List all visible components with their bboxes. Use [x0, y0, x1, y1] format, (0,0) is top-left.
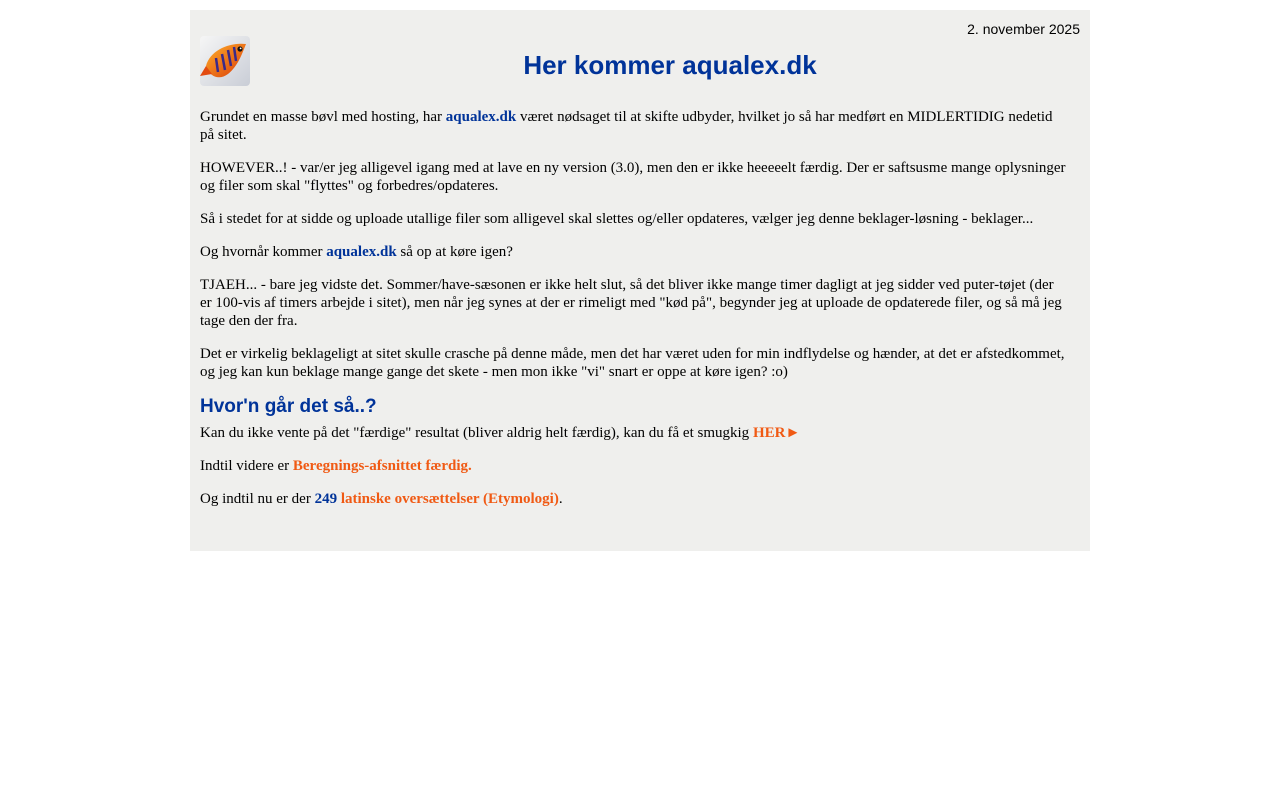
- section-heading: Hvor'n går det så..?: [200, 396, 377, 417]
- paragraph-text: Og hvornår kommer: [200, 244, 327, 260]
- preview-link[interactable]: HER►: [752, 425, 801, 441]
- paragraph-hvornaar: [200, 243, 1066, 261]
- translation-count: 249: [314, 491, 338, 507]
- content-area: [200, 108, 1066, 523]
- date-label: 2. november 2025: [967, 21, 1080, 37]
- paragraph-text: så op at køre igen?: [396, 244, 513, 260]
- paragraph-text: .: [558, 491, 563, 507]
- paragraph-hosting: [200, 108, 1066, 144]
- paragraph-however: HOWEVER..! - var/er jeg alligevel igang med at lave en ny version (3.0), men den er ikke heeeeelt færdig. Der er saftsusme mange oplysninger og filer som skal "flyttes" og forbedres/opdateres.: [200, 160, 1066, 194]
- paragraph-text: Indtil videre er: [200, 458, 293, 474]
- main-panel: [190, 10, 1090, 551]
- paragraph-beklager: Så i stedet for at sidde og uploade utallige filer som alligevel skal slettes og/eller opdateres, vælger jeg denne beklager-løsning - beklager...: [200, 211, 1034, 227]
- paragraph-text: Og indtil nu er der: [200, 491, 315, 507]
- etymology-link[interactable]: latinske oversættelser (Etymologi): [340, 491, 559, 507]
- paragraph-smugkig: [200, 424, 1066, 442]
- calculation-section-link[interactable]: Beregnings-afsnittet færdig.: [292, 458, 472, 474]
- paragraph-tjaeh: TJAEH... - bare jeg vidste det. Sommer/have-sæsonen er ikke helt slut, så det bliver ikke mange timer dagligt at jeg sidder ved puter-tøjet (der er 100-vis af timers arbejde i sitet), men når jeg synes at der er rimeligt med "kød på", begynder jeg at uploade de opdaterede filer, og så må jeg tage den der fra.: [200, 277, 1062, 329]
- fish-logo-icon: [200, 36, 250, 86]
- paragraph-beklageligt: Det er virkelig beklageligt at sitet skulle crasche på denne måde, men det har været uden for min indflydelse og hænder, at det er afstedkommet, og jeg kan kun beklage mange gange det skete - men mon ikke "vi" snart er oppe at køre igen? :o): [200, 346, 1065, 380]
- paragraph-etymologi: [200, 490, 1066, 508]
- page-title: Her kommer aqualex.dk: [523, 50, 817, 80]
- aqualex-link[interactable]: aqualex.dk: [445, 109, 517, 125]
- paragraph-text: været nødsaget til at skifte udbyder, hvilket jo så har medført en MIDLERTIDIG nedetid på sitet.: [200, 109, 1053, 143]
- paragraph-beregning: [200, 457, 1066, 475]
- paragraph-text: Grundet en masse bøvl med hosting, har: [200, 109, 446, 125]
- paragraph-text: Kan du ikke vente på det "færdige" resultat (bliver aldrig helt færdig), kan du få et smugkig: [200, 425, 753, 441]
- aqualex-link-2[interactable]: aqualex.dk: [326, 244, 397, 260]
